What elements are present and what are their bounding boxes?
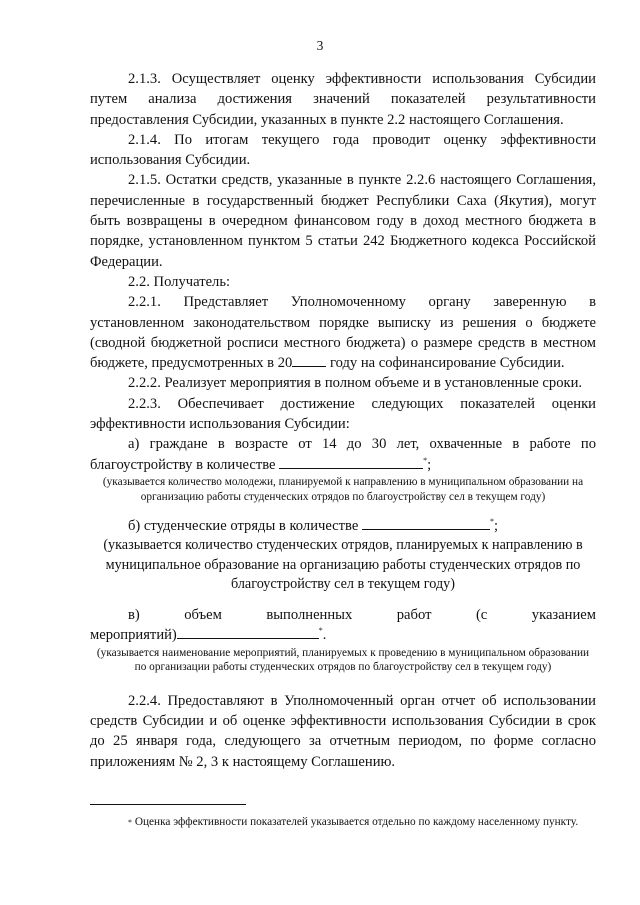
item-c-period: .	[322, 627, 327, 644]
item-b-blank-line	[362, 517, 490, 530]
item-b-semicolon: ;	[493, 518, 499, 535]
item-b-explanatory-note: (указывается количество студенческих отрядов, планируемых к направлению в муниципальное образование на организацию работы студенческих отрядов по благоустройству сел в текущем году)	[103, 537, 583, 593]
indicator-item-c: в) объем выполненных работ (с указанием	[128, 606, 596, 623]
item-a-explanatory-note: (указывается количество молодежи, планируемой к направлению в муниципальном образовании на организацию работы студенческих отрядов по благоустройству сел в текущем году)	[102, 475, 584, 503]
paragraph-2-2-heading: 2.2. Получатель:	[128, 273, 231, 290]
paragraph-2-1-3: 2.1.3. Осуществляет оценку эффективности использования Субсидии путем анализа достижения значений показателей результативности предоставления Субсидии, указанных в пункте 2.2 настоящего Соглашения.	[90, 71, 596, 128]
footnote-marker: *	[128, 818, 132, 827]
item-a-footnote-mark: *	[423, 455, 428, 465]
paragraph-2-2-3: 2.2.3. Обеспечивает достижение следующих показателей оценки эффективности использования Субсидии:	[90, 395, 596, 433]
indicator-item-c-text-end: мероприятий)	[90, 627, 177, 644]
paragraph-2-2-4: 2.2.4. Предоставляют в Уполномоченный орган отчет об использовании средств Субсидии и об оценке эффективности использования Субсидии в срок до 25 января года, следующего за отчетным периодом, по форме согласно приложениям № 2, 3 к настоящему Соглашению.	[90, 692, 596, 770]
indicator-item-a-text: а) граждане в возрасте от 14 до 30 лет, охваченные в работе по благоустройству в количестве	[90, 436, 596, 473]
indicator-item-c-continued	[90, 625, 596, 645]
item-c-explanatory-note: (указывается наименование мероприятий, планируемых к проведению в муниципальном образовании по организации работы студенческих отрядов по благоустройству сел в текущем году)	[96, 646, 590, 674]
paragraph-2-1-4: 2.1.4. По итогам текущего года проводит оценку эффективности использования Субсидии.	[90, 131, 596, 169]
indicator-item-a	[90, 434, 596, 475]
item-b-footnote-mark: *	[489, 517, 494, 527]
item-a-blank-line	[279, 456, 423, 469]
paragraph-2-2-1-text-start: 2.2.1. Представляет Уполномоченному органу заверенную в установленном законодательством порядке выписку из решения о бюджете (сводной бюджетной росписи местного бюджета) о размере средств в местном бюджете, предусмотренных в 20	[90, 294, 596, 372]
year-blank-line	[292, 354, 326, 367]
indicator-item-b	[90, 516, 596, 536]
footnote-text: Оценка эффективности показателей указывается отдельно по каждому населенному пункту.	[134, 816, 579, 828]
paragraph-2-2-1-text-end: году на софинансирование Субсидии.	[326, 355, 565, 372]
item-a-semicolon: ;	[427, 456, 432, 473]
item-c-footnote-mark: *	[318, 626, 323, 636]
page-number: 3	[316, 38, 324, 53]
footnote	[90, 815, 596, 831]
indicator-item-b-text: б) студенческие отряды в количестве	[128, 518, 359, 535]
footnote-separator	[90, 804, 246, 805]
paragraph-2-2-2: 2.2.2. Реализует мероприятия в полном объеме и в установленные сроки.	[128, 375, 583, 392]
item-c-blank-line	[177, 626, 319, 639]
paragraph-2-2-1	[90, 292, 596, 373]
document-body	[90, 69, 596, 772]
paragraph-2-1-5: 2.1.5. Остатки средств, указанные в пункте 2.2.6 настоящего Соглашения, перечисленные в государственный бюджет Республики Саха (Якутия), могут быть возвращены в очередном финансовом году в доход местного бюджета в порядке, установленном пунктом 5 статьи 242 Бюджетного кодекса Российской Федерации.	[90, 172, 596, 270]
